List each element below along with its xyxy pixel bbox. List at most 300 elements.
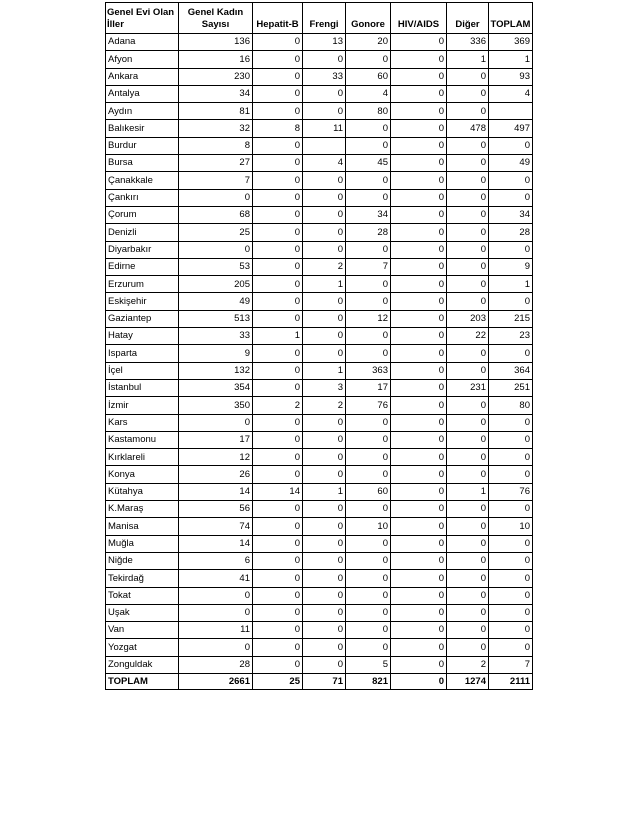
table-row (106, 120, 533, 137)
cell-diger: 0 (447, 501, 489, 518)
table-row (106, 172, 533, 189)
table-row (106, 414, 533, 431)
cell-diger: 0 (447, 587, 489, 604)
cell-gonore: 4 (346, 85, 391, 102)
table-row (106, 51, 533, 68)
cell-hepatit: 0 (253, 293, 303, 310)
cell-hiv: 0 (391, 379, 447, 396)
cell-hepatit: 0 (253, 258, 303, 275)
cell-toplam: 80 (489, 397, 533, 414)
cell-gonore: 60 (346, 68, 391, 85)
province-name-cell: İçel (106, 362, 179, 379)
cell-hiv: 0 (391, 68, 447, 85)
cell-hiv: 0 (391, 483, 447, 500)
cell-kadin: 0 (179, 414, 253, 431)
cell-toplam: 364 (489, 362, 533, 379)
province-name-cell: Zonguldak (106, 656, 179, 673)
header-toplam: TOPLAM (489, 3, 533, 34)
cell-gonore: 0 (346, 466, 391, 483)
header-diger: Diğer (447, 3, 489, 34)
cell-diger: 0 (447, 622, 489, 639)
cell-hepatit: 0 (253, 518, 303, 535)
cell-hepatit: 0 (253, 379, 303, 396)
cell-gonore: 0 (346, 431, 391, 448)
cell-frengi: 0 (303, 570, 346, 587)
cell-hiv: 0 (391, 362, 447, 379)
cell-toplam: 0 (489, 449, 533, 466)
cell-hiv: 0 (391, 328, 447, 345)
cell-hepatit: 0 (253, 103, 303, 120)
table-row (106, 345, 533, 362)
province-name-cell: Niğde (106, 552, 179, 569)
table-row (106, 587, 533, 604)
cell-frengi: 0 (303, 518, 346, 535)
cell-hiv: 0 (391, 604, 447, 621)
cell-hiv: 0 (391, 535, 447, 552)
cell-hepatit: 0 (253, 449, 303, 466)
cell-gonore: 0 (346, 587, 391, 604)
cell-diger: 0 (447, 241, 489, 258)
cell-diger: 0 (447, 293, 489, 310)
cell-gonore: 0 (346, 51, 391, 68)
header-frengi: Frengi (303, 3, 346, 34)
province-name-cell: Adana (106, 34, 179, 51)
table-row (106, 639, 533, 656)
cell-gonore: 0 (346, 328, 391, 345)
spreadsheet-page (105, 2, 532, 690)
cell-hiv: 0 (391, 293, 447, 310)
cell-diger: 478 (447, 120, 489, 137)
cell-toplam: 0 (489, 189, 533, 206)
cell-kadin: 513 (179, 310, 253, 327)
table-row (106, 379, 533, 396)
cell-hepatit: 8 (253, 120, 303, 137)
province-disease-table (105, 2, 533, 690)
cell-kadin: 81 (179, 103, 253, 120)
cell-toplam: 215 (489, 310, 533, 327)
cell-hepatit: 0 (253, 552, 303, 569)
total-toplam: 2111 (489, 673, 533, 689)
table-row (106, 189, 533, 206)
cell-kadin: 33 (179, 328, 253, 345)
cell-gonore: 363 (346, 362, 391, 379)
cell-kadin: 49 (179, 293, 253, 310)
cell-frengi: 0 (303, 604, 346, 621)
cell-gonore: 0 (346, 622, 391, 639)
province-name-cell: Hatay (106, 328, 179, 345)
cell-toplam: 0 (489, 431, 533, 448)
cell-kadin: 7 (179, 172, 253, 189)
province-name-cell: Kars (106, 414, 179, 431)
cell-toplam: 0 (489, 552, 533, 569)
cell-frengi: 4 (303, 155, 346, 172)
cell-kadin: 0 (179, 639, 253, 656)
cell-hepatit: 0 (253, 68, 303, 85)
cell-toplam: 0 (489, 345, 533, 362)
cell-gonore: 76 (346, 397, 391, 414)
cell-kadin: 53 (179, 258, 253, 275)
cell-frengi: 2 (303, 397, 346, 414)
cell-frengi: 0 (303, 172, 346, 189)
cell-hiv: 0 (391, 241, 447, 258)
cell-kadin: 34 (179, 85, 253, 102)
cell-gonore: 80 (346, 103, 391, 120)
cell-gonore: 0 (346, 345, 391, 362)
cell-toplam: 497 (489, 120, 533, 137)
cell-diger: 0 (447, 604, 489, 621)
cell-frengi: 3 (303, 379, 346, 396)
cell-frengi: 0 (303, 414, 346, 431)
cell-hiv: 0 (391, 518, 447, 535)
cell-gonore: 12 (346, 310, 391, 327)
cell-hepatit: 0 (253, 85, 303, 102)
table-row (106, 103, 533, 120)
cell-hepatit: 2 (253, 397, 303, 414)
table-footer (106, 673, 533, 689)
cell-gonore: 0 (346, 414, 391, 431)
table-body (106, 34, 533, 674)
table-row (106, 258, 533, 275)
cell-hepatit: 0 (253, 137, 303, 154)
cell-frengi: 13 (303, 34, 346, 51)
cell-diger: 0 (447, 518, 489, 535)
cell-kadin: 14 (179, 535, 253, 552)
cell-frengi: 0 (303, 466, 346, 483)
province-name-cell: Erzurum (106, 276, 179, 293)
table-row (106, 431, 533, 448)
cell-gonore: 0 (346, 120, 391, 137)
table-row (106, 518, 533, 535)
cell-frengi: 0 (303, 639, 346, 656)
cell-diger: 0 (447, 552, 489, 569)
cell-toplam: 0 (489, 535, 533, 552)
total-kadin: 2661 (179, 673, 253, 689)
cell-hiv: 0 (391, 345, 447, 362)
cell-gonore: 7 (346, 258, 391, 275)
province-name-cell: Yozgat (106, 639, 179, 656)
cell-diger: 231 (447, 379, 489, 396)
cell-frengi: 0 (303, 103, 346, 120)
cell-hiv: 0 (391, 622, 447, 639)
cell-diger: 0 (447, 68, 489, 85)
cell-toplam (489, 103, 533, 120)
table-header (106, 3, 533, 34)
province-name-cell: Balıkesir (106, 120, 179, 137)
cell-hepatit: 0 (253, 570, 303, 587)
cell-diger: 0 (447, 206, 489, 223)
table-row (106, 570, 533, 587)
province-name-cell: Manisa (106, 518, 179, 535)
cell-hiv: 0 (391, 656, 447, 673)
cell-hepatit: 0 (253, 656, 303, 673)
cell-gonore: 10 (346, 518, 391, 535)
cell-diger: 0 (447, 431, 489, 448)
table-row (106, 622, 533, 639)
province-name-cell: Kırklareli (106, 449, 179, 466)
province-name-cell: Konya (106, 466, 179, 483)
cell-gonore: 0 (346, 570, 391, 587)
table-row (106, 466, 533, 483)
cell-toplam: 0 (489, 241, 533, 258)
cell-diger: 0 (447, 172, 489, 189)
cell-gonore: 0 (346, 501, 391, 518)
cell-gonore: 0 (346, 189, 391, 206)
province-name-cell: Çorum (106, 206, 179, 223)
cell-hiv: 0 (391, 258, 447, 275)
cell-toplam: 34 (489, 206, 533, 223)
cell-toplam: 49 (489, 155, 533, 172)
cell-hiv: 0 (391, 431, 447, 448)
table-row (106, 68, 533, 85)
header-hepatit: Hepatit-B (253, 3, 303, 34)
cell-kadin: 14 (179, 483, 253, 500)
total-hepatit: 25 (253, 673, 303, 689)
header-hiv: HIV/AIDS (391, 3, 447, 34)
cell-gonore: 0 (346, 639, 391, 656)
cell-gonore: 45 (346, 155, 391, 172)
total-label: TOPLAM (106, 673, 179, 689)
cell-gonore: 20 (346, 34, 391, 51)
cell-frengi (303, 137, 346, 154)
header-row (106, 3, 533, 34)
cell-hiv: 0 (391, 414, 447, 431)
cell-gonore: 17 (346, 379, 391, 396)
cell-gonore: 28 (346, 224, 391, 241)
cell-frengi: 0 (303, 310, 346, 327)
total-gonore: 821 (346, 673, 391, 689)
cell-kadin: 17 (179, 431, 253, 448)
table-row (106, 656, 533, 673)
cell-hepatit: 0 (253, 414, 303, 431)
cell-kadin: 28 (179, 656, 253, 673)
cell-frengi: 0 (303, 85, 346, 102)
cell-toplam: 0 (489, 137, 533, 154)
cell-hiv: 0 (391, 224, 447, 241)
province-name-cell: Çankırı (106, 189, 179, 206)
cell-kadin: 230 (179, 68, 253, 85)
table-row (106, 397, 533, 414)
cell-hiv: 0 (391, 172, 447, 189)
cell-gonore: 5 (346, 656, 391, 673)
province-name-cell: Uşak (106, 604, 179, 621)
cell-kadin: 0 (179, 604, 253, 621)
cell-hepatit: 0 (253, 362, 303, 379)
province-name-cell: Afyon (106, 51, 179, 68)
cell-hepatit: 0 (253, 310, 303, 327)
cell-gonore: 60 (346, 483, 391, 500)
cell-hepatit: 0 (253, 276, 303, 293)
cell-kadin: 0 (179, 241, 253, 258)
cell-hepatit: 0 (253, 241, 303, 258)
table-row (106, 276, 533, 293)
cell-gonore: 0 (346, 604, 391, 621)
province-name-cell: Gaziantep (106, 310, 179, 327)
cell-frengi: 0 (303, 501, 346, 518)
cell-hepatit: 0 (253, 224, 303, 241)
cell-frengi: 2 (303, 258, 346, 275)
cell-hiv: 0 (391, 206, 447, 223)
cell-hiv: 0 (391, 85, 447, 102)
cell-hepatit: 0 (253, 51, 303, 68)
cell-kadin: 132 (179, 362, 253, 379)
cell-diger: 0 (447, 276, 489, 293)
cell-hiv: 0 (391, 466, 447, 483)
province-name-cell: Bursa (106, 155, 179, 172)
province-name-cell: Antalya (106, 85, 179, 102)
cell-hiv: 0 (391, 137, 447, 154)
cell-hiv: 0 (391, 449, 447, 466)
cell-kadin: 136 (179, 34, 253, 51)
cell-hiv: 0 (391, 34, 447, 51)
cell-kadin: 32 (179, 120, 253, 137)
cell-frengi: 0 (303, 656, 346, 673)
cell-hiv: 0 (391, 501, 447, 518)
province-name-cell: Tekirdağ (106, 570, 179, 587)
cell-hepatit: 0 (253, 345, 303, 362)
cell-kadin: 27 (179, 155, 253, 172)
cell-diger: 0 (447, 449, 489, 466)
cell-toplam: 0 (489, 466, 533, 483)
cell-frengi: 1 (303, 362, 346, 379)
total-hiv: 0 (391, 673, 447, 689)
cell-toplam: 0 (489, 293, 533, 310)
cell-gonore: 0 (346, 276, 391, 293)
cell-frengi: 0 (303, 241, 346, 258)
cell-diger: 0 (447, 224, 489, 241)
cell-toplam: 0 (489, 604, 533, 621)
province-name-cell: Ankara (106, 68, 179, 85)
totals-row (106, 673, 533, 689)
cell-hepatit: 0 (253, 172, 303, 189)
cell-hiv: 0 (391, 397, 447, 414)
cell-gonore: 0 (346, 293, 391, 310)
cell-kadin: 16 (179, 51, 253, 68)
province-name-cell: Çanakkale (106, 172, 179, 189)
province-name-cell: Eskişehir (106, 293, 179, 310)
cell-hepatit: 0 (253, 535, 303, 552)
cell-kadin: 25 (179, 224, 253, 241)
cell-frengi: 0 (303, 293, 346, 310)
cell-kadin: 354 (179, 379, 253, 396)
cell-diger: 0 (447, 639, 489, 656)
cell-diger: 2 (447, 656, 489, 673)
header-il: Genel Evi Olan İller (106, 3, 179, 34)
table-row (106, 552, 533, 569)
table-row (106, 241, 533, 258)
cell-frengi: 0 (303, 345, 346, 362)
cell-hiv: 0 (391, 120, 447, 137)
cell-hepatit: 0 (253, 206, 303, 223)
cell-toplam: 1 (489, 276, 533, 293)
cell-toplam: 23 (489, 328, 533, 345)
cell-kadin: 26 (179, 466, 253, 483)
cell-kadin: 12 (179, 449, 253, 466)
cell-kadin: 56 (179, 501, 253, 518)
cell-gonore: 0 (346, 449, 391, 466)
cell-diger: 336 (447, 34, 489, 51)
cell-hepatit: 0 (253, 189, 303, 206)
cell-toplam: 7 (489, 656, 533, 673)
cell-hepatit: 0 (253, 501, 303, 518)
province-name-cell: Burdur (106, 137, 179, 154)
cell-diger: 0 (447, 397, 489, 414)
cell-diger: 0 (447, 362, 489, 379)
total-frengi: 71 (303, 673, 346, 689)
cell-hepatit: 0 (253, 466, 303, 483)
cell-kadin: 74 (179, 518, 253, 535)
cell-gonore: 34 (346, 206, 391, 223)
cell-frengi: 1 (303, 276, 346, 293)
cell-diger: 0 (447, 137, 489, 154)
province-name-cell: Diyarbakır (106, 241, 179, 258)
cell-diger: 1 (447, 51, 489, 68)
province-name-cell: K.Maraş (106, 501, 179, 518)
province-name-cell: Muğla (106, 535, 179, 552)
cell-toplam: 0 (489, 414, 533, 431)
cell-toplam: 0 (489, 501, 533, 518)
cell-gonore: 0 (346, 552, 391, 569)
cell-toplam: 0 (489, 570, 533, 587)
cell-frengi: 0 (303, 189, 346, 206)
cell-diger: 22 (447, 328, 489, 345)
cell-hepatit: 0 (253, 34, 303, 51)
cell-kadin: 205 (179, 276, 253, 293)
table-row (106, 224, 533, 241)
province-name-cell: Isparta (106, 345, 179, 362)
cell-gonore: 0 (346, 172, 391, 189)
cell-gonore: 0 (346, 241, 391, 258)
province-name-cell: İzmir (106, 397, 179, 414)
cell-toplam: 0 (489, 172, 533, 189)
cell-hepatit: 0 (253, 587, 303, 604)
cell-kadin: 41 (179, 570, 253, 587)
table-row (106, 501, 533, 518)
cell-hiv: 0 (391, 587, 447, 604)
cell-frengi: 0 (303, 431, 346, 448)
cell-kadin: 9 (179, 345, 253, 362)
province-name-cell: İstanbul (106, 379, 179, 396)
cell-hepatit: 0 (253, 639, 303, 656)
cell-toplam: 251 (489, 379, 533, 396)
cell-toplam: 4 (489, 85, 533, 102)
cell-frengi: 0 (303, 535, 346, 552)
cell-frengi: 0 (303, 206, 346, 223)
cell-kadin: 0 (179, 189, 253, 206)
cell-hiv: 0 (391, 552, 447, 569)
cell-diger: 0 (447, 103, 489, 120)
cell-diger: 0 (447, 85, 489, 102)
cell-hiv: 0 (391, 103, 447, 120)
table-row (106, 310, 533, 327)
cell-diger: 0 (447, 189, 489, 206)
cell-hiv: 0 (391, 570, 447, 587)
cell-diger: 1 (447, 483, 489, 500)
cell-toplam: 10 (489, 518, 533, 535)
cell-hepatit: 1 (253, 328, 303, 345)
cell-toplam: 1 (489, 51, 533, 68)
cell-toplam: 28 (489, 224, 533, 241)
table-row (106, 206, 533, 223)
cell-diger: 0 (447, 535, 489, 552)
header-kadin: Genel Kadın Sayısı (179, 3, 253, 34)
cell-toplam: 93 (489, 68, 533, 85)
cell-diger: 0 (447, 570, 489, 587)
cell-frengi: 0 (303, 51, 346, 68)
cell-gonore: 0 (346, 535, 391, 552)
cell-kadin: 68 (179, 206, 253, 223)
total-diger: 1274 (447, 673, 489, 689)
cell-frengi: 11 (303, 120, 346, 137)
